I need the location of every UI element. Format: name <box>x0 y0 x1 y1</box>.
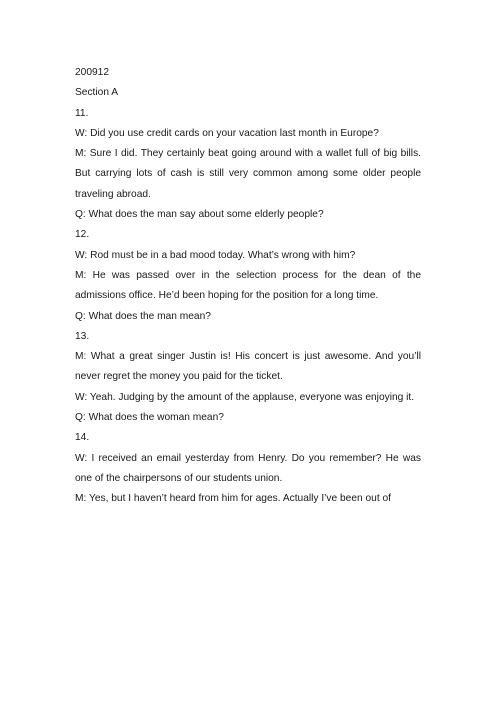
dialogue-line: W: Rod must be in a bad mood today. What’s wrong with him? <box>75 249 356 261</box>
dialogue-line: M: Yes, but I haven’t heard from him for ages. Actually I’ve been out of <box>75 493 391 505</box>
dialogue-line: W: I received an email yesterday from Henry. Do you remember? He was one of the chairpersons of our students union. <box>75 452 421 484</box>
document-code: 200912 <box>75 67 109 78</box>
question-line: Q: What does the man mean? <box>75 310 211 322</box>
dialogue-line: M: He was passed over in the selection process for the dean of the admissions office. He’d been hoping for the position for a long time. <box>75 269 421 302</box>
document-page <box>75 63 421 510</box>
item-number: 12. <box>75 229 90 241</box>
dialogue-line: W: Did you use credit cards on your vacation last month in Europe? <box>75 127 379 139</box>
item-number: 11. <box>75 107 89 119</box>
dialogue-line: M: What a great singer Justin is! His concert is just awesome. And you’ll never regret the money you paid for the ticket. <box>75 351 421 383</box>
dialogue-line: M: Sure I did. They certainly beat going around with a wallet full of big bills. But carrying lots of cash is still very common among some older people traveling abroad. <box>75 148 421 200</box>
dialogue-line: W: Yeah. Judging by the amount of the applause, everyone was enjoying it. <box>75 391 415 403</box>
item-number: 14. <box>75 432 90 444</box>
question-line: Q: What does the woman mean? <box>75 412 224 424</box>
question-line: Q: What does the man say about some elderly people? <box>75 209 324 221</box>
section-heading: Section A <box>75 87 119 99</box>
item-number: 13. <box>75 330 90 342</box>
